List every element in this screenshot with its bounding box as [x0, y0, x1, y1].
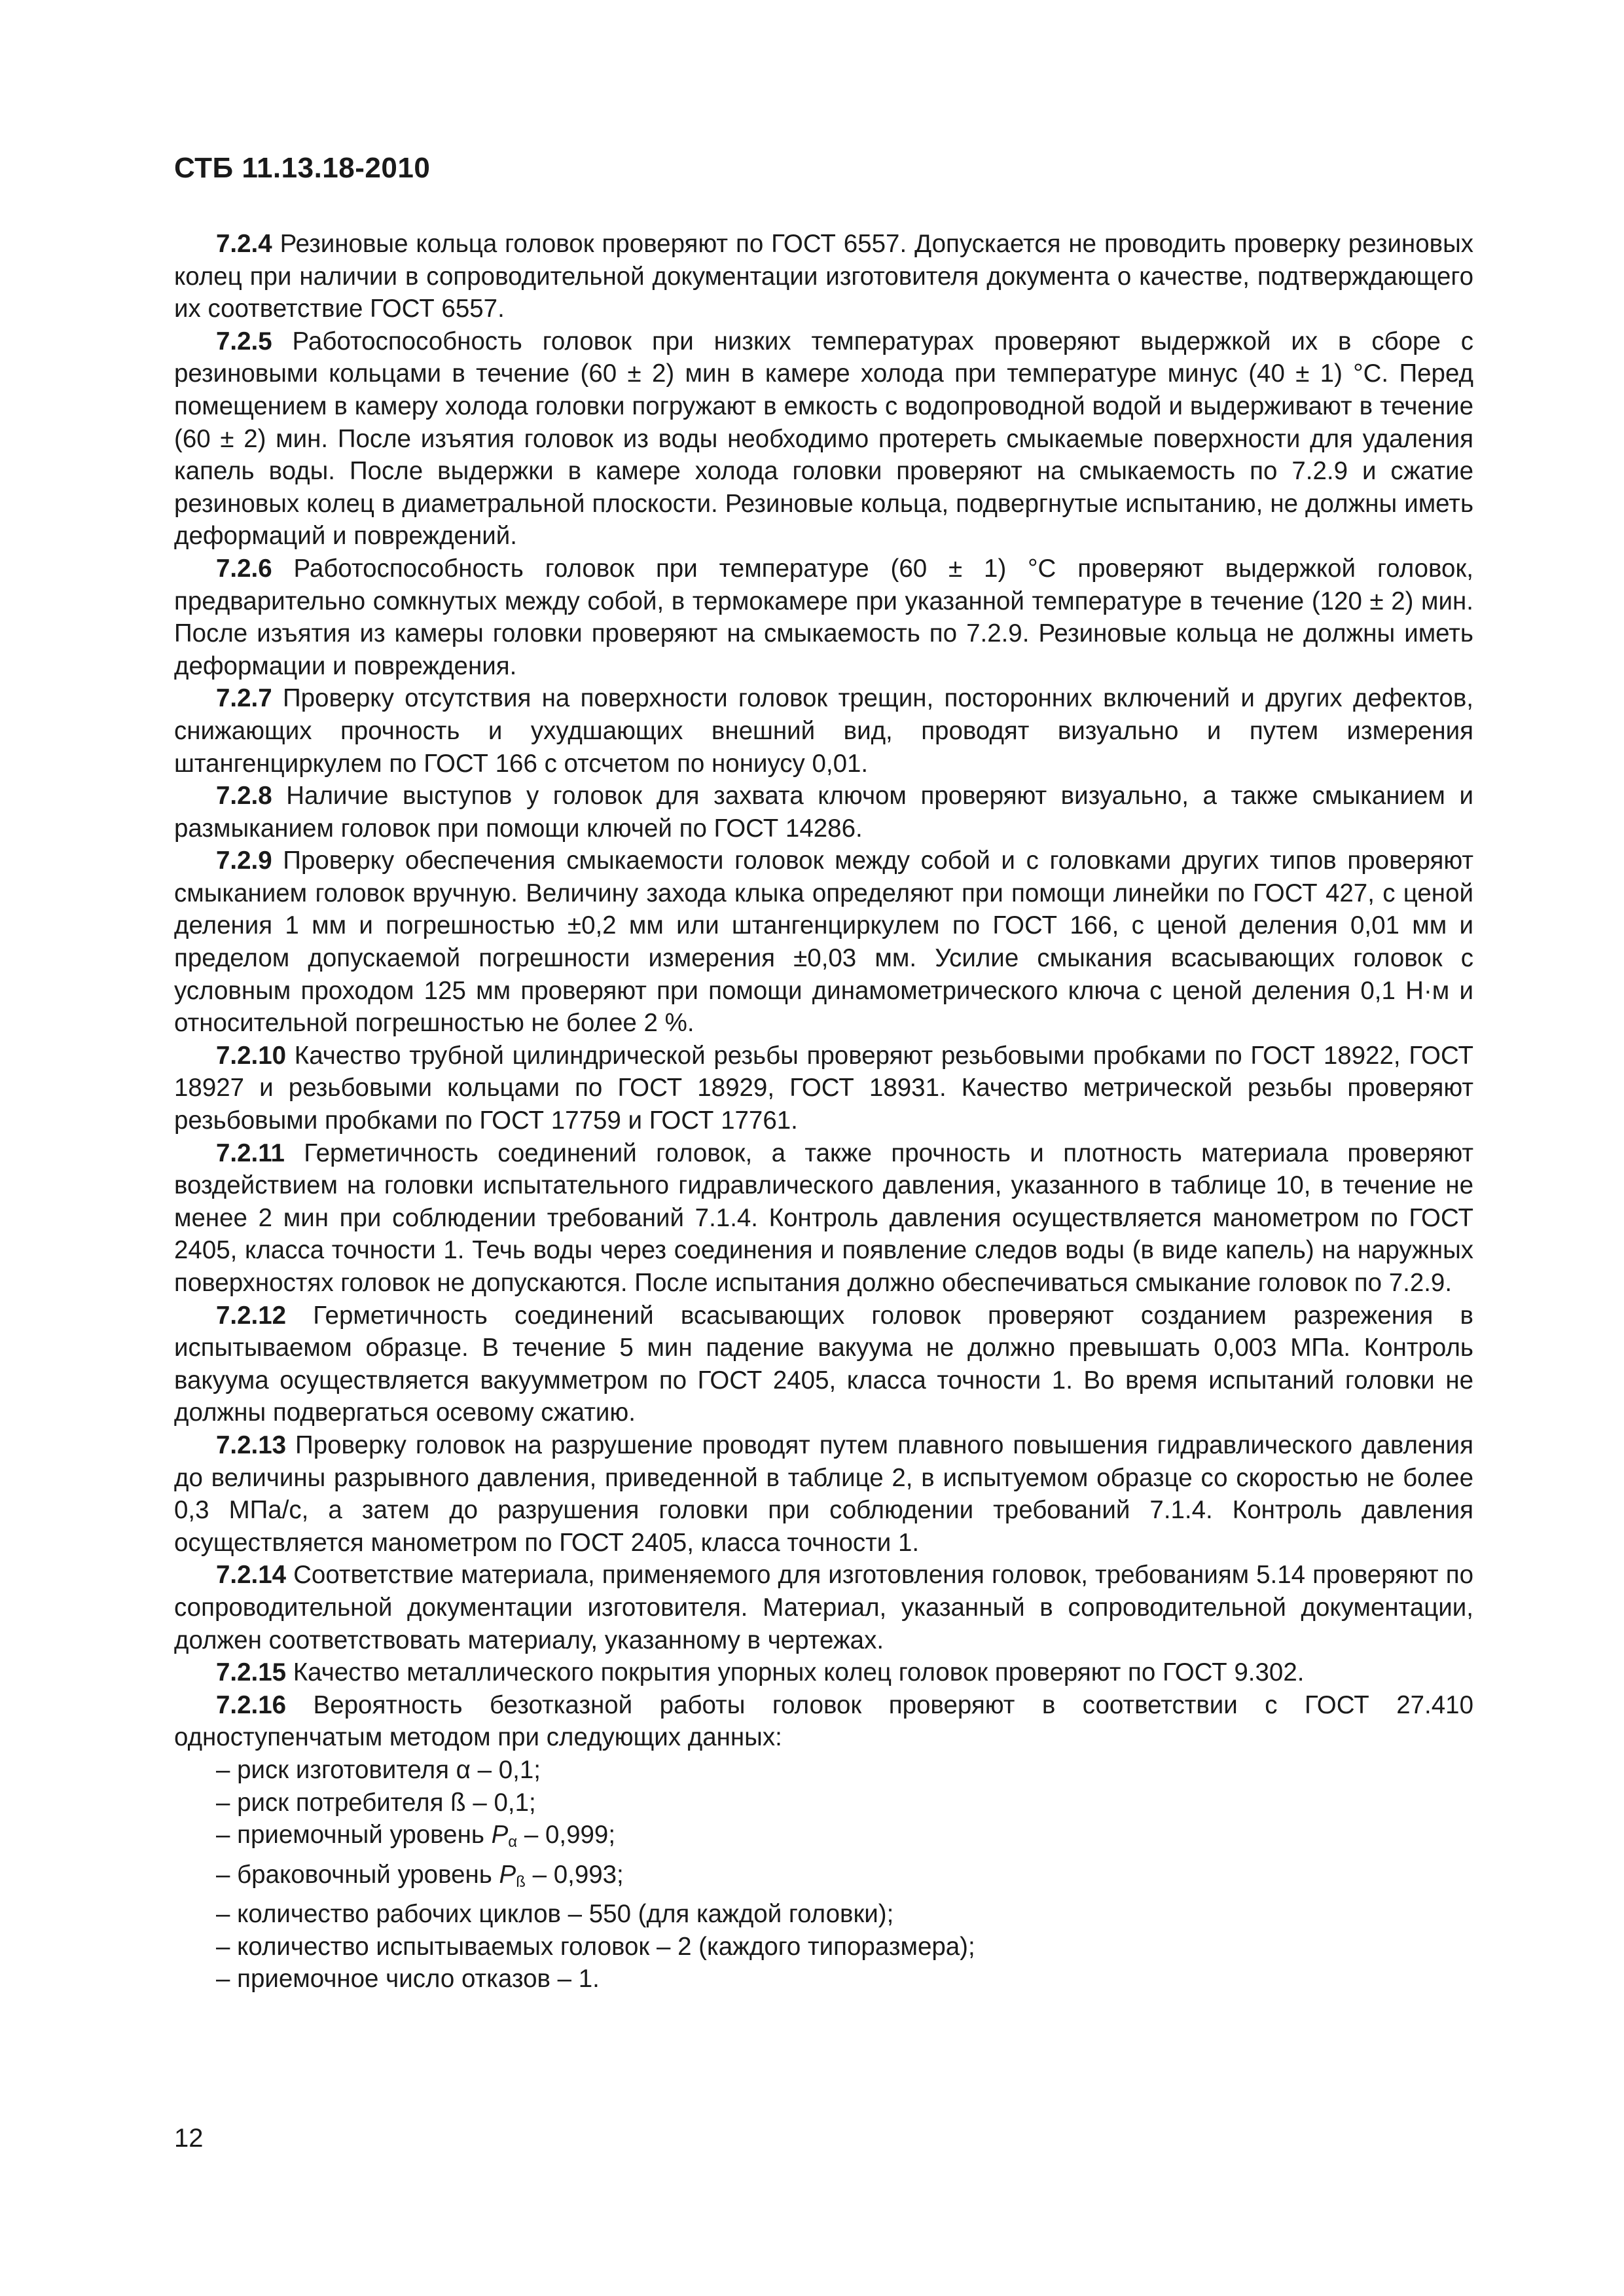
paragraph-7-2-11: [174, 1137, 1473, 1300]
clause-number: 7.2.6: [216, 554, 272, 583]
acceptance-subscript: α: [508, 1833, 518, 1851]
clause-text: Соответствие материала, применяемого для изготовления головок, требованиям 5.14 проверяют по сопроводительной документации изготовителя. Материал, указанный в сопроводительной документации, должен соответствовать материалу, указанному в чертежах.: [174, 1561, 1473, 1654]
acceptance-prefix: – приемочный уровень: [216, 1821, 492, 1850]
acceptance-value: – 0,999;: [517, 1821, 616, 1850]
test-parameters-list: [174, 1754, 1473, 1995]
clause-number: 7.2.11: [216, 1139, 285, 1167]
list-item-work-cycles: – количество рабочих циклов – 550 (для каждой головки);: [216, 1900, 894, 1929]
rejection-subscript: ß: [516, 1872, 526, 1891]
clause-number: 7.2.9: [216, 847, 272, 875]
clause-number: 7.2.5: [216, 327, 272, 355]
rejection-value: – 0,993;: [525, 1860, 624, 1889]
list-item-acceptance-level: [174, 1819, 1473, 1859]
clause-number: 7.2.16: [216, 1690, 287, 1719]
document-header: СТБ 11.13.18-2010: [174, 152, 431, 184]
rejection-prefix: – браковочный уровень: [216, 1860, 499, 1889]
list-item-risk-consumer: – риск потребителя ß – 0,1;: [216, 1788, 536, 1817]
clause-text: Наличие выступов у головок для захвата ключом проверяют визуально, а также смыканием и размыканием головок при помощи ключей по ГОСТ 14286.: [174, 782, 1473, 843]
list-item-rejection-level: [174, 1859, 1473, 1899]
acceptance-p-symbol: P: [491, 1821, 509, 1850]
clause-text: Работоспособность головок при температуре (60 ± 1) °С проверяют выдержкой головок, предварительно сомкнутых между собой, в термокамере при указанной температуре в течение (120 ± 2) мин. После изъятия из камеры головки проверяют на смыкаемость по 7.2.9. Резиновые кольца не должны иметь деформации и повреждения.: [174, 554, 1473, 680]
clause-number: 7.2.14: [216, 1561, 287, 1590]
clause-text: Проверку отсутствия на поверхности головок трещин, посторонних включений и других дефектов, снижающих прочность и ухудшающих внешний вид, проводят визуально и путем измерения штангенциркулем по ГОСТ 166 с отсчетом по нониусу 0,01.: [174, 684, 1473, 778]
clause-text: Качество трубной цилиндрической резьбы проверяют резьбовыми пробками по ГОСТ 18922, ГОСТ 18927 и резьбовыми кольцами по ГОСТ 18929, ГОСТ 18931. Качество метрической резьбы проверяют резьбовыми пробками по ГОСТ 17759 и ГОСТ 17761.: [174, 1041, 1473, 1135]
clause-number: 7.2.4: [216, 230, 272, 258]
clause-number: 7.2.10: [216, 1041, 287, 1070]
paragraph-7-2-9: [174, 845, 1473, 1040]
clause-number: 7.2.8: [216, 782, 272, 811]
clause-text: Резиновые кольца головок проверяют по ГОСТ 6557. Допускается не проводить проверку резиновых колец при наличии в сопроводительной документации изготовителя документа о качестве, подтверждающего их соответствие ГОСТ 6557.: [174, 230, 1473, 323]
clause-number: 7.2.13: [216, 1430, 287, 1459]
clause-number: 7.2.12: [216, 1301, 287, 1330]
clause-text: Качество металлического покрытия упорных колец головок проверяют по ГОСТ 9.302.: [286, 1658, 1305, 1687]
paragraph-7-2-14: [174, 1559, 1473, 1656]
paragraph-7-2-16: [174, 1689, 1473, 1754]
page-number: 12: [174, 2124, 204, 2153]
clause-text: Герметичность соединений всасывающих головок проверяют созданием разрежения в испытываемом образце. В течение 5 мин падение вакуума не должно превышать 0,003 МПа. Контроль вакуума осуществляется вакуумметром по ГОСТ 2405, класса точности 1. Во время испытаний головки не должны подвергаться осевому сжатию.: [174, 1301, 1473, 1427]
paragraph-7-2-6: [174, 553, 1473, 682]
clause-number: 7.2.15: [216, 1658, 287, 1687]
paragraph-7-2-13: [174, 1429, 1473, 1559]
list-item-tested-samples: – количество испытываемых головок – 2 (каждого типоразмера);: [216, 1932, 975, 1961]
paragraph-7-2-7: [174, 682, 1473, 780]
paragraph-7-2-4: [174, 228, 1473, 325]
rejection-p-symbol: P: [499, 1860, 516, 1889]
clause-text: Проверку головок на разрушение проводят путем плавного повышения гидравлического давления до величины разрывного давления, приведенной в таблице 2, в испытуемом образце со скоростью не более 0,3 МПа/с, а затем до разрушения головки при соблюдении требований 7.1.4. Контроль давления осуществляется манометром по ГОСТ 2405, класса точности 1.: [174, 1430, 1473, 1557]
clause-text: Работоспособность головок при низких температурах проверяют выдержкой их в сборе с резиновыми кольцами в течение (60 ± 2) мин в камере холода при температуре минус (40 ± 1) °С. Перед помещением в камеру холода головки погружают в емкость с водопроводной водой и выдерживают в течение (60 ± 2) мин. После изъятия головок из воды необходимо протереть смыкаемые поверхности для удаления капель воды. После выдержки в камере холода головки проверяют на смыкаемость по 7.2.9 и сжатие резиновых колец в диаметральной плоскости. Резиновые кольца, подвергнутые испытанию, не должны иметь деформаций и повреждений.: [174, 327, 1473, 551]
clause-text: Вероятность безотказной работы головок проверяют в соответствии с ГОСТ 27.410 одноступенчатым методом при следующих данных:: [174, 1690, 1473, 1752]
paragraph-7-2-12: [174, 1300, 1473, 1429]
paragraph-7-2-8: [174, 780, 1473, 845]
document-body: [174, 228, 1473, 1995]
clause-text: Герметичность соединений головок, а также прочность и плотность материала проверяют воздействием на головки испытательного гидравлического давления, указанного в таблице 10, в течение не менее 2 мин при соблюдении требований 7.1.4. Контроль давления осуществляется манометром по ГОСТ 2405, класса точности 1. Течь воды через соединения и появление следов воды (в виде капель) на наружных поверхностях головок не допускаются. После испытания должно обеспечиваться смыкание головок по 7.2.9.: [174, 1139, 1473, 1297]
list-item-acceptance-failures: – приемочное число отказов – 1.: [216, 1965, 600, 1994]
paragraph-7-2-5: [174, 325, 1473, 553]
paragraph-7-2-15: [174, 1656, 1473, 1689]
paragraph-7-2-10: [174, 1040, 1473, 1137]
list-item-risk-maker: – риск изготовителя α – 0,1;: [216, 1755, 541, 1784]
clause-text: Проверку обеспечения смыкаемости головок между собой и с головками других типов проверяют смыканием головок вручную. Величину захода клыка определяют при помощи линейки по ГОСТ 427, с ценой деления 1 мм и погрешностью ±0,2 мм или штангенциркулем по ГОСТ 166, с ценой деления 0,01 мм и пределом допускаемой погрешности измерения ±0,03 мм. Усилие смыкания всасывающих головок с условным проходом 125 мм проверяют при помощи динамометрического ключа с ценой деления 0,1 Н·м и относительной погрешностью не более 2 %.: [174, 847, 1473, 1038]
clause-number: 7.2.7: [216, 684, 272, 713]
